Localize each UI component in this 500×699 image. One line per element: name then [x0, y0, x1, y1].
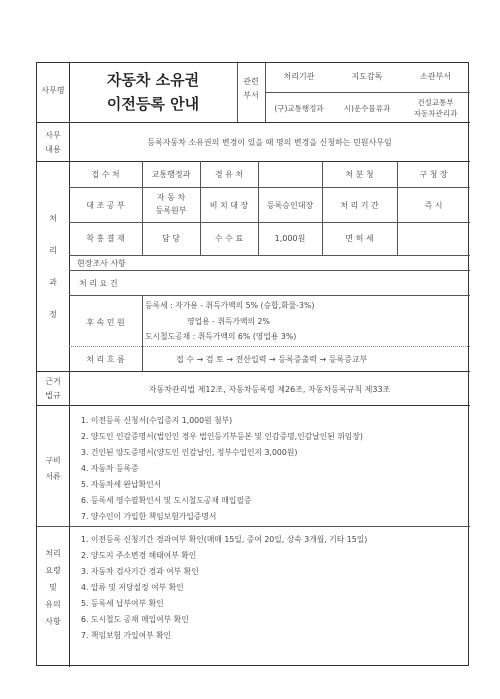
page-title-line1: 자동차 소유권: [106, 71, 200, 89]
flow-label: 처 리 흐 름: [86, 355, 125, 364]
process-header-via: 경 유 처: [214, 170, 244, 179]
process-cell: 처 리 기 간: [340, 201, 379, 210]
label-column-divider: [69, 63, 70, 667]
notes-label: 처리 요령 및 유의 사항: [45, 549, 61, 626]
process-header-reception: 접 수 처: [91, 170, 120, 179]
note-item: 7. 책임보험 가입여부 확인: [81, 631, 172, 640]
note-item: 1. 이전등록 신청기간 경과여부 확인(매매 15일, 증여 20일, 상속 3개월, 기타 15일): [81, 535, 368, 544]
content-text: 등록자동차 소유권의 변경이 있을 때 명의 변경을 신청하는 민원사무임: [147, 138, 392, 147]
col-value-agency: (구)교통행정과: [274, 104, 324, 113]
row-divider: [37, 371, 470, 372]
related-dept-label: 관련 부서: [243, 77, 259, 100]
process-label-char: 과: [49, 278, 57, 287]
header-mid-line: [265, 92, 470, 93]
document-item: 1. 이전등록 신청서(수입증지 1,000원 첨부): [81, 416, 233, 425]
row-divider: [37, 122, 470, 123]
document-item: 4. 자동차 등록증: [81, 464, 139, 473]
tax-line: 도시철도공채 : 취득가액의 6% (영업용 3%): [145, 332, 297, 341]
process-cell: 담 당: [162, 234, 180, 243]
note-item: 4. 압류 및 저당설정 여부 확인: [81, 583, 184, 592]
process-line: [69, 270, 470, 271]
process-header-mayor: 구 청 장: [419, 170, 448, 179]
col-header-department: 소관부서: [420, 72, 451, 81]
process-label-char: 처: [49, 214, 57, 223]
note-item: 6. 도시철도 공채 매입여부 확인: [81, 615, 189, 624]
col-header-supervision: 지도감독: [351, 72, 383, 81]
process-cell: 대 조 공 부: [86, 201, 125, 210]
col-value-supervision: 시)운수물류과: [343, 104, 391, 113]
process-label-char: 정: [49, 310, 57, 319]
process-cell: 자 동 차 등록원부: [155, 193, 187, 215]
process-cell: 비 치 대 장: [209, 201, 249, 210]
note-item: 5. 등록세 납부여부 확인: [81, 599, 164, 608]
document-item: 7. 양수인이 가입한 책임보험가입증명서: [81, 512, 217, 521]
process-line: [69, 295, 470, 296]
process-cell: 등록승인대장: [266, 201, 314, 210]
process-cell: 수 수 료: [214, 234, 244, 243]
process-header-authority: 처 분 청: [345, 170, 374, 179]
tax-line: 영업용 - 취득가액의 2%: [187, 317, 270, 326]
process-line: [69, 187, 470, 188]
process-line: [69, 255, 470, 256]
process-dotted-line: [69, 346, 470, 347]
survey-label: 현장조사 사항: [77, 259, 126, 268]
tax-line: 등록세 : 자가용 - 취득가액의 5% (승합,화물-3%): [145, 301, 315, 310]
legal-text: 자동차관리법 제12조, 자동차등록령 제26조, 자동차등록규칙 제33조: [148, 385, 391, 394]
process-header-dept: 교통행정과: [151, 170, 191, 179]
process-cell: 즉 시: [424, 201, 443, 210]
content-label: 사무 내용: [45, 131, 61, 154]
row-divider: [37, 161, 470, 162]
row-divider: [37, 526, 470, 527]
followup-label: 후 속 민 원: [86, 318, 125, 327]
task-name-label: 사무명: [41, 86, 65, 95]
document-item: 3. 건인된 양도증명서(양도인 인감날인, 정부수입인지 3,000원): [81, 448, 298, 457]
conditions-label: 처 리 요 건: [79, 279, 118, 288]
process-cell: 1,000원: [274, 234, 306, 243]
documents-label: 구비 서류: [45, 456, 61, 481]
process-divider: [142, 295, 143, 371]
page-title-line2: 이전등록 안내: [106, 95, 200, 113]
document-item: 2. 양도인 인감증명서(법인인 경우 법인등기부등본 및 인감증명,인감날인된 위임장): [81, 432, 363, 441]
process-cell: 면 허 세: [345, 234, 374, 243]
row-divider: [37, 405, 470, 406]
flow-text: 접 수 → 검 토 → 전산입력 → 등록증출력 → 등록증교부: [176, 355, 368, 364]
note-item: 3. 자동차 검사기간 경과 여부 확인: [81, 567, 199, 576]
col-value-department: 건설교통부 자동차관리과: [413, 98, 458, 118]
col-header-agency: 처리기관: [283, 72, 315, 81]
process-label-char: 리: [49, 246, 57, 255]
process-line: [69, 222, 470, 223]
note-item: 2. 양도지 주소변경 해태여부 확인: [81, 551, 197, 560]
legal-label: 근거 법규: [45, 377, 61, 400]
form-page: [36, 62, 469, 666]
process-cell: 착 홍 결 재: [86, 234, 125, 243]
document-item: 5. 자동차세 완납확인서: [81, 480, 162, 489]
document-item: 6. 등록세 영수필확인서 및 도시철도공채 매입필증: [81, 496, 252, 505]
